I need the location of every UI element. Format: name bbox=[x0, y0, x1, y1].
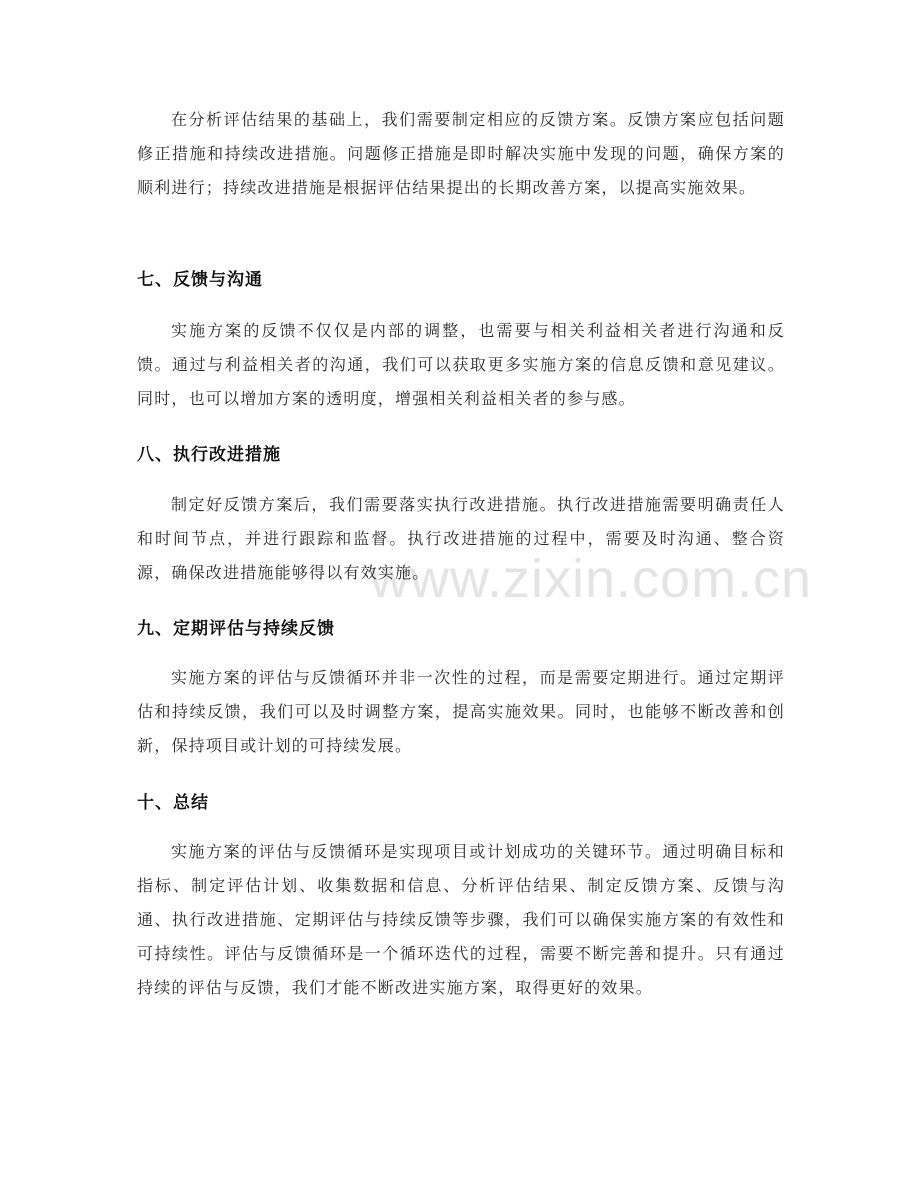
section-body-7: 实施方案的反馈不仅仅是内部的调整，也需要与相关利益相关者进行沟通和反馈。通过与利益相关者的沟通，我们可以获取更多实施方案的信息反馈和意见建议。同时，也可以增加方案的透明度，增强相关利益相关者的参与感。 bbox=[137, 321, 785, 408]
intro-paragraph: 在分析评估结果的基础上，我们需要制定相应的反馈方案。反馈方案应包括问题修正措施和持续改进措施。问题修正措施是即时解决实施中发现的问题，确保方案的顺利进行；持续改进措施是根据评估结果提出的长期改善方案，以提高实施效果。 bbox=[137, 110, 785, 197]
section-body-9: 实施方案的评估与反馈循环并非一次性的过程，而是需要定期进行。通过定期评估和持续反馈，我们可以及时调整方案，提高实施效果。同时，也能够不断改善和创新，保持项目或计划的可持续发展。 bbox=[137, 668, 785, 755]
section-heading-10: 十、总结 bbox=[137, 793, 209, 813]
section-heading-9: 九、定期评估与持续反馈 bbox=[137, 619, 335, 639]
section-body-8: 制定好反馈方案后，我们需要落实执行改进措施。执行改进措施需要明确责任人和时间节点，并进行跟踪和监督。执行改进措施的过程中，需要及时沟通、整合资源，确保改进措施能够得以有效实施。 bbox=[137, 495, 785, 582]
section-heading-8: 八、执行改进措施 bbox=[137, 445, 281, 465]
watermark: www.zixin.com.cn bbox=[370, 549, 813, 609]
section-heading-7: 七、反馈与沟通 bbox=[137, 270, 263, 290]
section-body-10: 实施方案的评估与反馈循环是实现项目或计划成功的关键环节。通过明确目标和指标、制定评估计划、收集数据和信息、分析评估结果、制定反馈方案、反馈与沟通、执行改进措施、定期评估与持续反馈等步骤，我们可以确保实施方案的有效性和可持续性。评估与反馈循环是一个循环迭代的过程，需要不断完善和提升。只有通过持续的评估与反馈，我们才能不断改进实施方案，取得更好的效果。 bbox=[137, 842, 785, 997]
